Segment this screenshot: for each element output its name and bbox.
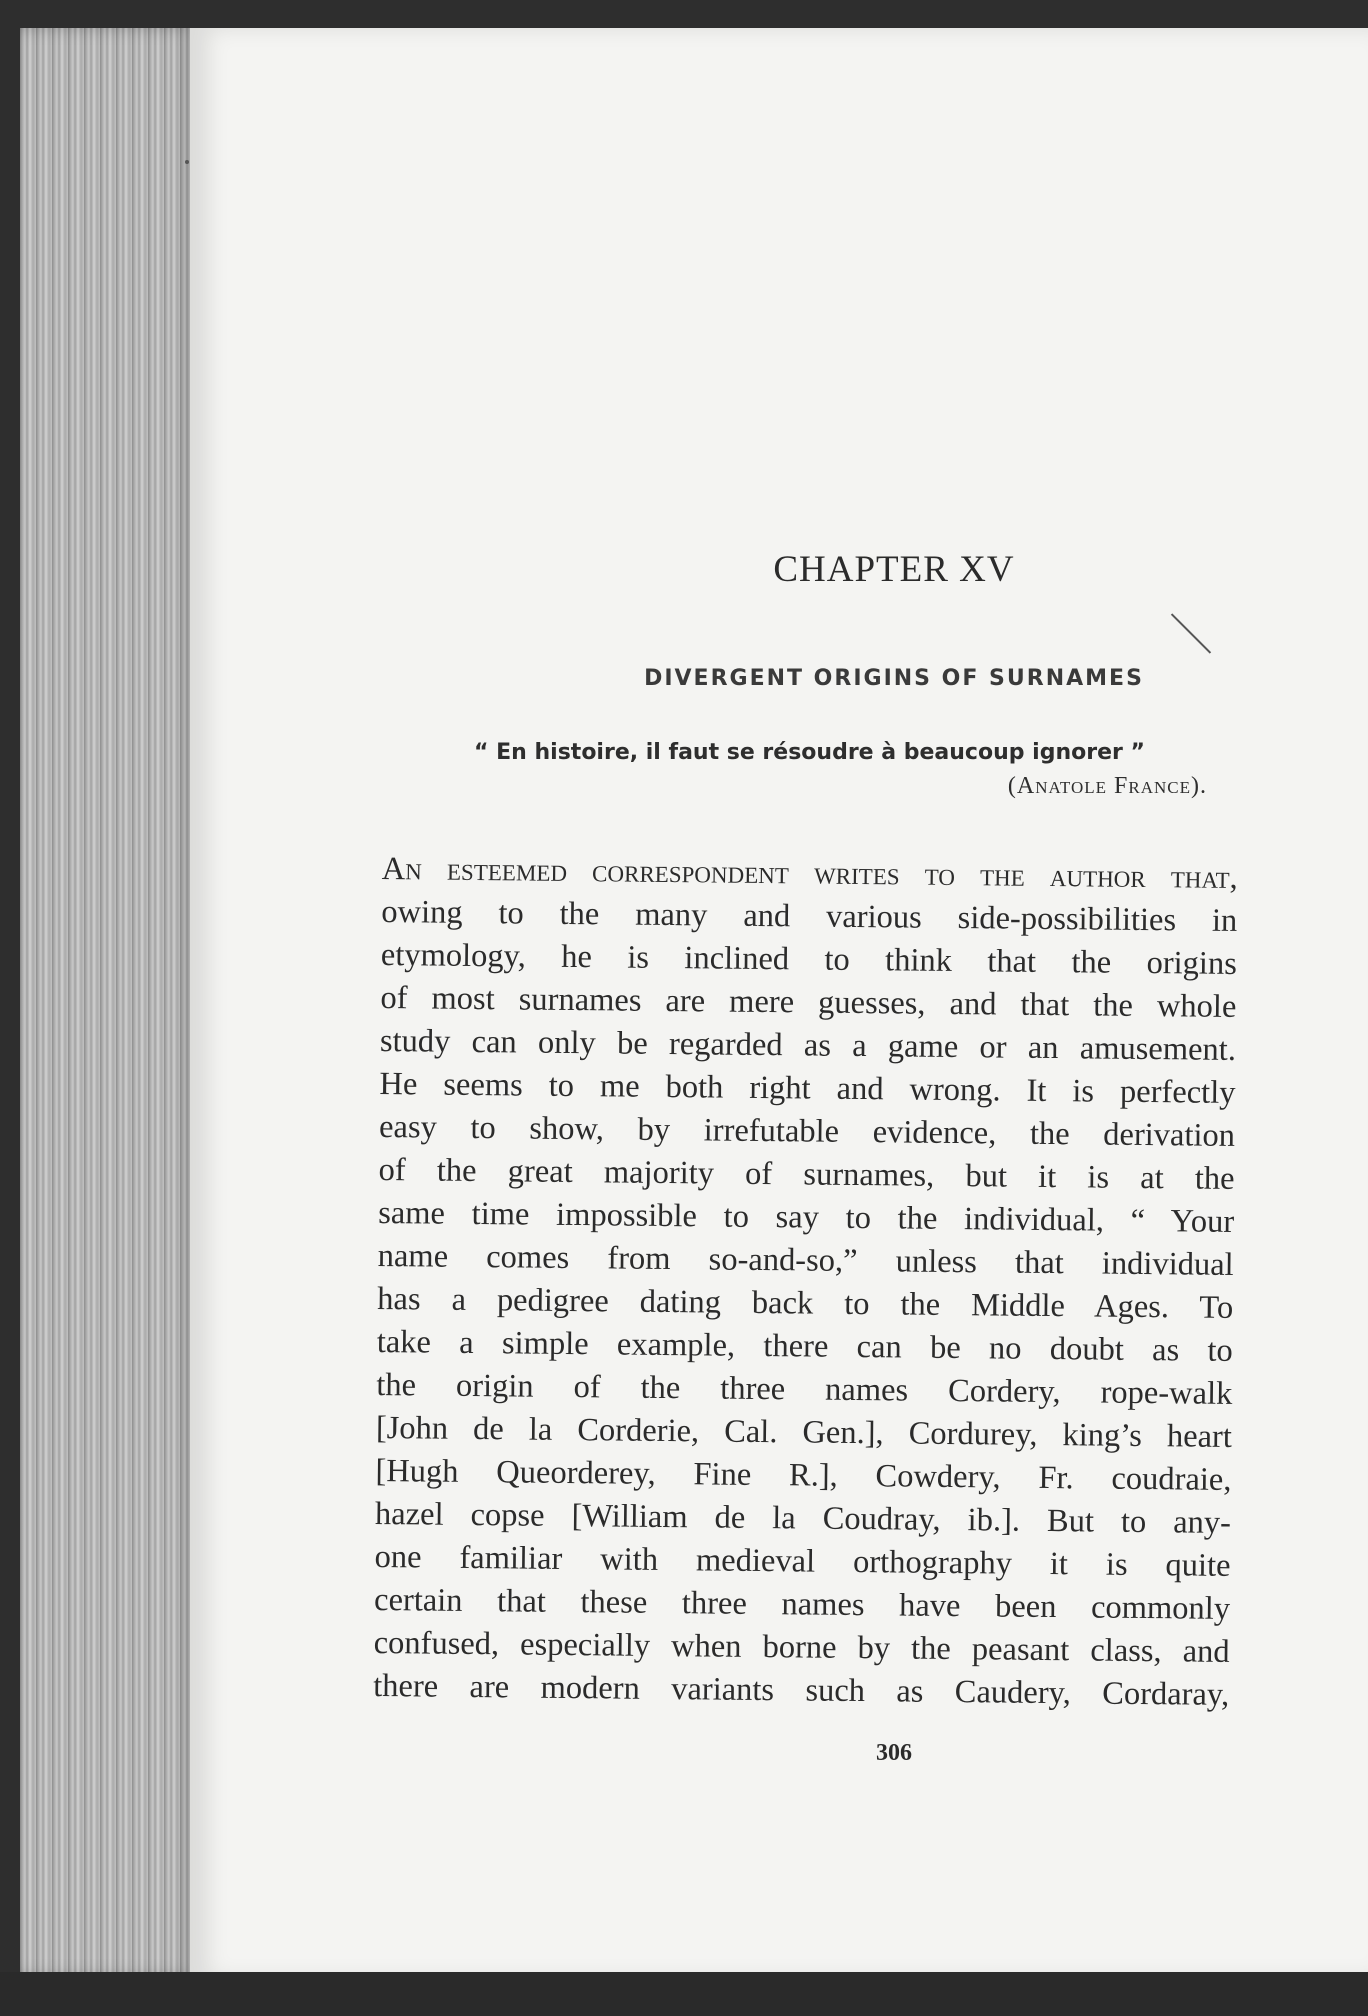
- body-line: take a simple example, there can be no doubt as to: [376, 1323, 1233, 1369]
- body-line: [John de la Corderie, Cal. Gen.], Cordurey, king’s heart: [375, 1409, 1233, 1455]
- body-line: An esteemed correspondent writes to the author that,: [381, 850, 1238, 896]
- body-paragraph: [373, 848, 1238, 1717]
- body-line: of most surnames are mere guesses, and that the whole: [380, 979, 1237, 1025]
- body-line: certain that these three names have been commonly: [373, 1581, 1231, 1627]
- body-line: has a pedigree dating back to the Middle Ages. To: [377, 1280, 1234, 1326]
- speck-mark: [185, 160, 189, 164]
- body-line: easy to show, by irrefutable evidence, the derivation: [378, 1108, 1236, 1154]
- body-line: the origin of the three names Cordery, rope-walk: [376, 1366, 1233, 1412]
- book-page: [190, 28, 1368, 1978]
- body-line: owing to the many and various side-possibilities in: [381, 893, 1238, 939]
- body-line: there are modern variants such as Caudery, Cordaray,: [373, 1667, 1230, 1713]
- body-line: of the great majority of surnames, but it is at the: [378, 1151, 1235, 1197]
- page-number: 306: [876, 1740, 912, 1766]
- epigraph-attribution: [412, 773, 1207, 800]
- scan-bottom-border: [0, 1972, 1368, 2016]
- chapter-title: CHAPTER XV: [773, 549, 1015, 590]
- body-line: one familiar with medieval orthography it is quite: [374, 1538, 1231, 1584]
- body-line: same time impossible to say to the individual, “ Your: [377, 1194, 1235, 1240]
- epigraph: [412, 740, 1207, 800]
- body-line: name comes from so-and-so,” unless that individual: [377, 1237, 1234, 1283]
- chapter-subtitle: DIVERGENT ORIGINS OF SURNAMES: [644, 666, 1144, 691]
- body-line: hazel copse [William de la Coudray, ib.]. But to any-: [374, 1495, 1232, 1541]
- pencil-mark: [1171, 613, 1211, 653]
- body-line: confused, especially when borne by the peasant class, and: [373, 1624, 1230, 1670]
- body-line: He seems to me both right and wrong. It is perfectly: [379, 1065, 1236, 1111]
- body-line: study can only be regarded as a game or an amusement.: [379, 1022, 1237, 1068]
- body-line: [Hugh Queorderey, Fine R.], Cowdery, Fr. coudraie,: [375, 1452, 1232, 1498]
- book-page-edges: [20, 28, 198, 1976]
- epigraph-quote: “ En histoire, il faut se résoudre à beaucoup ignorer ”: [474, 740, 1145, 765]
- body-line: etymology, he is inclined to think that the origins: [380, 936, 1238, 982]
- epigraph-attribution-text: (Anatole France).: [1007, 773, 1207, 799]
